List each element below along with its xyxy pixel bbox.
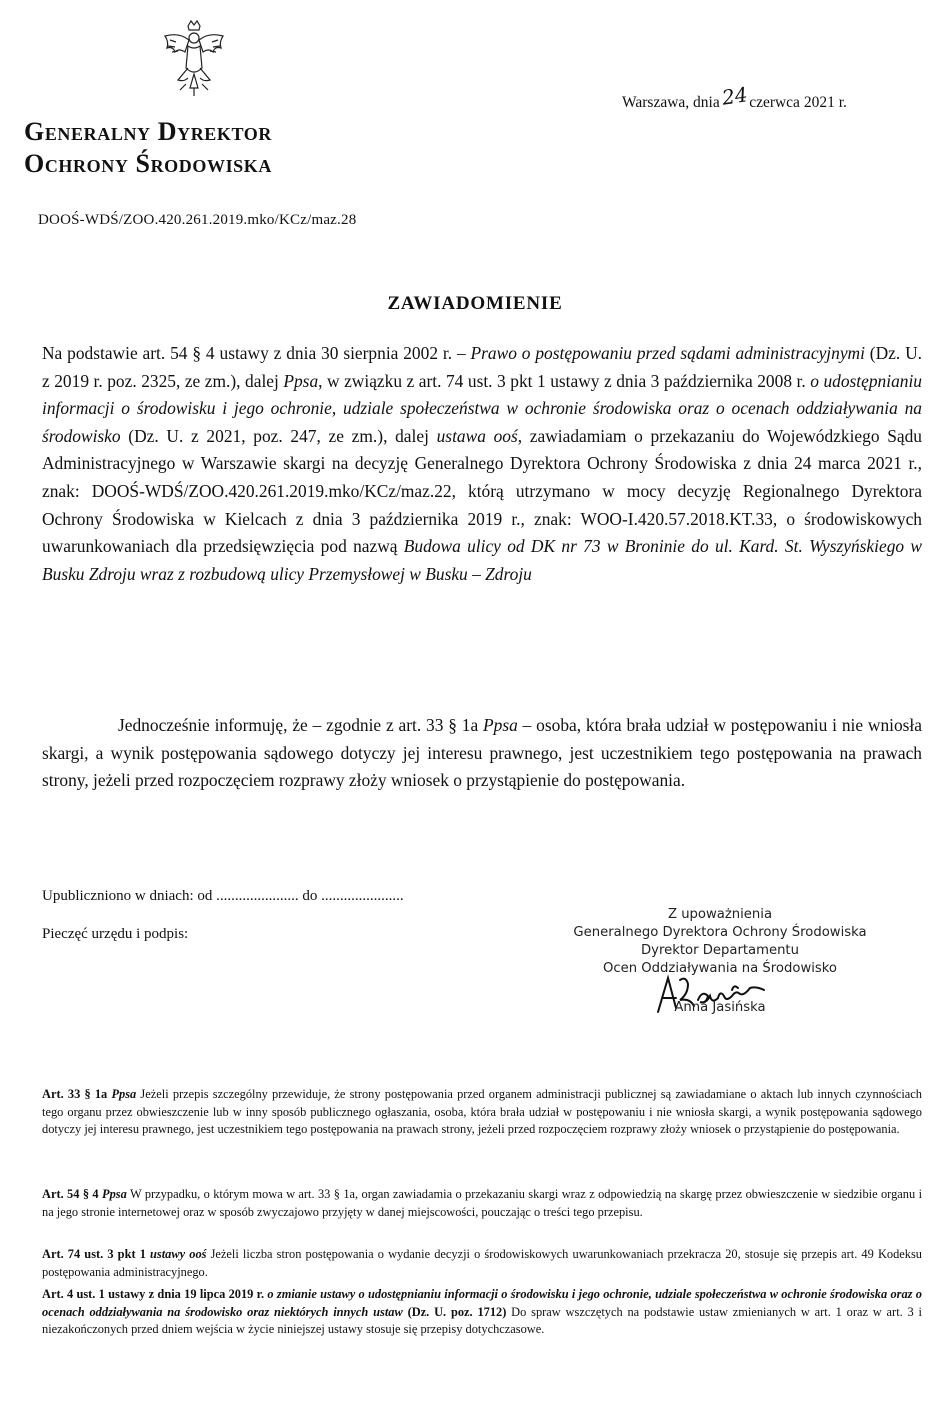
footnote-label-italic: ustawy ooś [150, 1247, 207, 1261]
document-title: ZAWIADOMIENIE [387, 293, 563, 314]
footnote-art-54 [42, 1186, 922, 1221]
footnote-text: Jeżeli liczba stron postępowania o wydanie decyzji o środowiskowych uwarunkowaniach przekracza 20, stosuje się przepis art. 49 Kodeksu postępowania administracyjnego. [42, 1247, 922, 1279]
text-run: (Dz. U. z 2021, poz. 247, ze zm.), dalej [120, 425, 437, 446]
footnote-label: Art. 4 ust. 1 ustawy z dnia 19 lipca 2019 r. [42, 1287, 268, 1301]
date-prefix: Warszawa, dnia [622, 94, 720, 111]
issuer-line-2: Ochrony Środowiska [24, 149, 272, 178]
issuer-name [24, 116, 272, 180]
abbrev-oos: ustawa ooś [436, 425, 518, 446]
date-suffix: czerwca 2021 r. [749, 94, 847, 111]
text-run: Jednocześnie informuję, że – zgodnie z art. 33 § 1a [118, 715, 484, 735]
second-paragraph [42, 712, 922, 795]
abbrev-ppsa: Ppsa [483, 715, 518, 735]
date-day-handwritten: 24 [720, 82, 749, 110]
footnote-label: Art. 54 § 4 [42, 1187, 103, 1201]
text-run: (Dz. U. z 2019 r. poz. 2325, ze zm.), dalej [42, 343, 923, 391]
reference-number: DOOŚ-WDŚ/ZOO.420.261.2019.mko/KCz/maz.28 [38, 212, 357, 228]
footnote-text: Jeżeli przepis szczególny przewiduje, że strony postępowania przed organem administracji publicznej są zawiadamiane o aktach lub innych czynnościach tego organu przez obwieszczenie lub w inny sposób publicznego ogłaszania, osoba, która brała udział w postępowaniu i nie wniosła skargi, a wynik postępowania sądowego dotyczy jej interesu prawnego, jest uczestnikiem tego postępowania na prawach strony, jeżeli przed rozpoczęciem rozprawy złoży wniosek o przystąpienie do postępowania. [42, 1087, 922, 1137]
text-run: , w związku z art. 74 ust. 3 pkt 1 ustawy z dnia 3 października 2008 r. [318, 370, 811, 391]
footnote-art-4 [42, 1286, 922, 1339]
stamp-line-4: Ocen Oddziaływania na Środowisko [603, 961, 837, 976]
project-name: Budowa ulicy od DK nr 73 w Broninie do ul. Kard. St. Wyszyńskiego w Busku Zdroju wraz z rozbudową ulicy Przemysłowej w Busku – Zdroju [42, 536, 922, 584]
footnote-label: (Dz. U. poz. 1712) [402, 1304, 507, 1319]
law-title: o udostępnianiu informacji o środowisku i jego ochronie, udziale społeczeństwa w ochronie środowiska oraz o ocenach oddziaływania na środowisko [42, 370, 922, 446]
signatory-name: Anna Jasińska [674, 1000, 766, 1015]
footnote-label: Art. 74 ust. 3 pkt 1 [42, 1247, 151, 1261]
footnote-label-italic: o zmianie ustawy o udostępnianiu informacji o środowisku i jego ochronie, udziale społeczeństwa w ochronie środowiska oraz o ocenach oddziaływania na środowisko oraz niektórych innych ustaw [42, 1287, 922, 1319]
eagle-emblem-icon [158, 18, 230, 102]
text-run: Na podstawie art. 54 § 4 ustawy z dnia 30 sierpnia 2002 r. – [42, 343, 471, 363]
stamp-label: Pieczęć urzędu i podpis: [42, 926, 189, 942]
text-run: – osoba, która brała udział w postępowaniu i nie wniosła skargi, a wynik postępowania sądowego dotyczy jej interesu prawnego, jest uczestnikiem tego postępowania na prawach strony, jeżeli przed rozpoczęciem rozprawy złoży wniosek o przystąpienie do postępowania. [42, 715, 922, 791]
issuer-line-1: Generalny Dyrektor [24, 117, 272, 146]
document-date [622, 82, 847, 112]
footnote-art-33 [42, 1086, 922, 1139]
footnote-label-italic: Ppsa [102, 1187, 127, 1201]
stamp-line-1: Z upoważnienia [667, 907, 773, 922]
text-run: , zawiadamiam o przekazaniu do Wojewódzkiego Sądu Administracyjnego w Warszawie skargi na decyzję Generalnego Dyrektora Ochrony Środowiska z dnia 24 marca 2021 r., znak: DOOŚ-WDŚ/ZOO.420.261.2019.mko/KCz/maz.22, którą utrzymano w mocy decyzję Regionalnego Dyrektora Ochrony Środowiska w Kielcach z dnia 3 października 2019 r., znak: WOO-I.420.57.2018.KT.33, o środowiskowych uwarunkowaniach dla przedsięwzięcia pod nazwą [42, 425, 922, 557]
signature-stamp [540, 906, 900, 978]
footnote-label-italic: Ppsa [111, 1087, 137, 1101]
stamp-line-2: Generalnego Dyrektora Ochrony Środowiska [573, 925, 867, 940]
stamp-line-3: Dyrektor Departamentu [641, 943, 799, 958]
main-paragraph [42, 340, 922, 588]
footnote-label: Art. 33 § 1a [42, 1087, 112, 1101]
footnote-art-74 [42, 1246, 922, 1281]
publication-dates: Upubliczniono w dniach: od ...................... do ...................... [42, 888, 404, 904]
abbrev-ppsa: Ppsa [283, 370, 319, 391]
footnote-text: Do spraw wszczętych na podstawie ustaw zmienianych w art. 1 oraz w art. 3 i niezakończonych przed dniem wejścia w życie niniejszej ustawy stosuje się przepisy dotychczasowe. [42, 1304, 923, 1337]
footnote-text: W przypadku, o którym mowa w art. 33 § 1a, organ zawiadamia o przekazaniu skargi wraz z odpowiedzią na skargę przez obwieszczenie w siedzibie organu i na jego stronie internetowej oraz w sposób zwyczajowo przyjęty w danej miejscowości, pouczając o treści tego przepisu. [42, 1187, 923, 1219]
law-title: Prawo o postępowaniu przed sądami administracyjnymi [470, 343, 865, 363]
